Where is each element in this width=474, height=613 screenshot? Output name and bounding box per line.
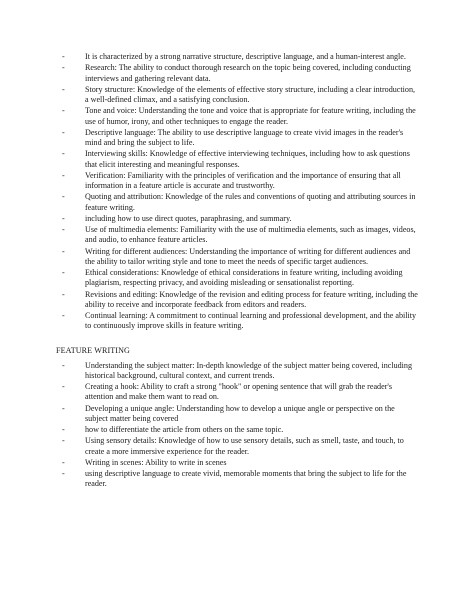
list-item [62, 192, 418, 213]
list-item-text: It is characterized by a strong narrative structure, descriptive language, and a human-interest angle. [85, 52, 406, 61]
list-item-text: how to differentiate the article from others on the same topic. [85, 425, 284, 434]
list-item-text: Using sensory details: Knowledge of how to use sensory details, such as smell, taste, and touch, to create a more immersive experience for the reader. [85, 436, 404, 456]
list-item [62, 106, 418, 127]
list-item [62, 247, 418, 268]
bullet-dash: - [62, 268, 65, 277]
bullet-dash: - [62, 436, 65, 446]
list-item [62, 128, 418, 149]
list-item-text: Tone and voice: Understanding the tone and voice that is appropriate for feature writing, including the use of humor, irony, and other techniques to engage the reader. [85, 106, 416, 126]
list-item-text: Continual learning: A commitment to continual learning and professional development, and the ability to continuously improve skills in feature writing. [85, 311, 417, 331]
list-item-text: Creating a hook: Ability to craft a strong "hook" or opening sentence that will grab the reader's attention and make them want to read on. [85, 382, 393, 402]
list-item [62, 149, 418, 170]
list-item [62, 361, 418, 382]
list-item [62, 225, 418, 246]
list-item-text: Ethical considerations: Knowledge of ethical considerations in feature writing, including avoiding plagiarism, respecting privacy, and avoiding misleading or sensationalist reporting. [85, 268, 403, 288]
list-item-text: Writing in scenes: Ability to write in scenes [85, 457, 227, 467]
bullet-dash: - [62, 360, 65, 370]
bullet-dash: - [62, 149, 65, 159]
bullet-dash: - [62, 192, 65, 202]
list-item-text: Story structure: Knowledge of the elements of effective story structure, including a clear introduction, a well-defined climax, and a satisfying conclusion. [85, 84, 416, 104]
list-item [62, 214, 418, 224]
list-item-text: Quoting and attribution: Knowledge of the rules and conventions of quoting and attributing sources in feature writing. [85, 192, 416, 212]
list-item [62, 382, 418, 403]
list-item-text: Research: The ability to conduct thorough research on the topic being covered, including conducting interviews and gathering relevant data. [85, 63, 411, 83]
list-item [62, 85, 418, 106]
bullet-dash: - [62, 127, 65, 137]
list-item [62, 404, 418, 425]
bullet-dash: - [62, 63, 65, 73]
bullet-dash: - [62, 84, 65, 94]
list-item-text: Use of multimedia elements: Familiarity with the use of multimedia elements, such as images, videos, and audio, to enhance feature articles. [85, 225, 416, 245]
bullet-dash: - [62, 106, 65, 116]
bullet-dash: - [62, 170, 65, 180]
list-item-text: Writing for different audiences: Understanding the importance of writing for different audiences and the ability to tailor writing style and tone to meet the needs of specific target audiences. [85, 246, 411, 266]
bullet-dash: - [62, 52, 65, 61]
list-item-text: including how to use direct quotes, paraphrasing, and summary. [85, 213, 292, 223]
list-item-text: Descriptive language: The ability to use descriptive language to create vivid images in the reader's mind and bring the subject to life. [85, 127, 404, 147]
bullet-dash: - [62, 457, 65, 467]
bullet-list-feature-writing [62, 361, 418, 490]
list-item-text: Developing a unique angle: Understanding how to develop a unique angle or perspective on the subject matter being covered [85, 403, 395, 423]
list-item-text: Verification: Familiarity with the principles of verification and the importance of ensuring that all information in a feature article is accurate and trustworthy. [85, 170, 401, 190]
list-item [62, 268, 418, 289]
list-item [62, 290, 418, 311]
list-item [62, 436, 418, 457]
list-item-text: Revisions and editing: Knowledge of the revision and editing process for feature writing, including the ability to receive and incorporate feedback from editors and readers. [85, 289, 418, 309]
bullet-dash: - [62, 246, 65, 256]
list-item [62, 52, 418, 62]
bullet-list-skills [62, 52, 418, 332]
list-item [62, 63, 418, 84]
section-heading: FEATURE WRITING [56, 345, 130, 355]
bullet-dash: - [62, 213, 65, 223]
list-item [62, 425, 418, 435]
list-item [62, 311, 418, 332]
bullet-dash: - [62, 382, 65, 391]
bullet-dash: - [62, 403, 65, 413]
bullet-dash: - [62, 289, 65, 299]
bullet-dash: - [62, 469, 65, 478]
list-item [62, 171, 418, 192]
list-item-text: Understanding the subject matter: In-depth knowledge of the subject matter being covered, including historical background, cultural context, and current trends. [85, 360, 413, 380]
bullet-dash: - [62, 425, 65, 434]
bullet-dash: - [62, 225, 65, 234]
bullet-dash: - [62, 311, 65, 320]
list-item [62, 458, 418, 468]
list-item [62, 469, 418, 490]
list-item-text: Interviewing skills: Knowledge of effective interviewing techniques, including how to ask questions that elicit interesting and meaningful responses. [85, 149, 410, 169]
list-item-text: using descriptive language to create vivid, memorable moments that bring the subject to life for the reader. [85, 469, 407, 489]
